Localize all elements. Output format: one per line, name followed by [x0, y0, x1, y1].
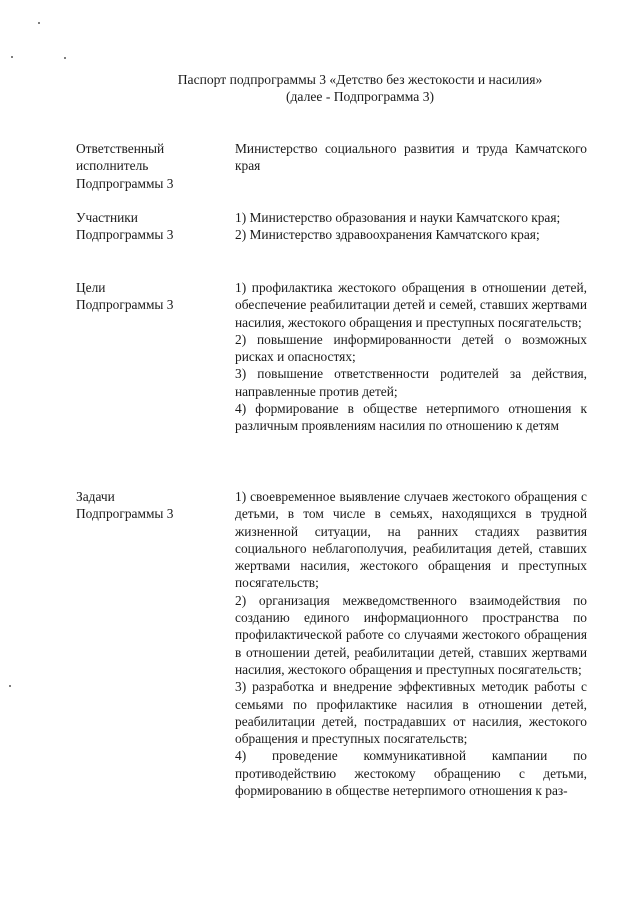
row-label — [76, 209, 226, 244]
row-content — [235, 209, 587, 244]
content-item: 2) повышение информированности детей о возможных рисках и опасностях; — [235, 331, 587, 365]
label-line: Задачи — [76, 489, 115, 504]
content-item: 1) своевременное выявление случаев жестокого обращения с детьми, в том числе в семьях, находящихся в трудной жизненной ситуации, на ранних стадиях развития социального неблагополучия, реабилитация детей, ставших жертвами насилия, жестокого обращения и преступных посягательств; — [235, 489, 587, 591]
scan-speck — [38, 22, 40, 24]
label-line: исполнитель — [76, 158, 149, 174]
content-item: 1) Министерство образования и науки Камчатского края; — [235, 210, 561, 225]
label-line: Ответственный — [76, 141, 165, 156]
label-line: Подпрограммы 3 — [76, 227, 174, 243]
title-line-1: Паспорт подпрограммы 3 «Детство без жестокости и насилия» — [177, 72, 543, 87]
row-content — [235, 488, 587, 799]
scan-speck — [9, 685, 11, 687]
row-label — [76, 140, 226, 192]
content-item: 4) формирование в обществе нетерпимого отношения к различным проявлениям насилия по отношению к детям — [235, 401, 587, 434]
row-content — [235, 279, 587, 435]
content-item: 3) разработка и внедрение эффективных методик работы с семьями по профилактике насилия в отношении детей, реабилитации детей, пострадавших от насилия, жестокого обращения и преступных посягательств; — [235, 679, 587, 747]
scan-speck — [64, 57, 66, 59]
row-label — [76, 488, 226, 523]
label-line: Подпрограммы 3 — [76, 297, 174, 313]
scan-speck — [11, 56, 13, 58]
label-line: Участники — [76, 210, 138, 225]
label-line: Цели — [76, 280, 106, 295]
label-line: Подпрограммы 3 — [76, 506, 174, 522]
content-item: 2) организация межведомственного взаимодействия по созданию единого информационного пространства по профилактической работе со случаями жестокого обращения в отношении детей, реабилитации детей, ставших жертвами насилия, жестокого обращения и преступных посягательств; — [235, 592, 587, 677]
document-title — [100, 71, 620, 105]
row-content — [235, 140, 587, 175]
content-item: 4) проведение коммуникативной кампании по противодействию жестокому обращению с детьми, формированию в обществе нетерпимого отношения к раз- — [235, 748, 587, 799]
label-line: Подпрограммы 3 — [76, 175, 174, 191]
content-item: 2) Министерство здравоохранения Камчатского края; — [235, 227, 540, 243]
content-item: Министерство социального развития и труда Камчатского края — [235, 141, 587, 174]
row-label — [76, 279, 226, 314]
content-item: 1) профилактика жестокого обращения в отношении детей, обеспечение реабилитации детей и семей, ставших жертвами насилия, жестокого обращения и преступных посягательств; — [235, 280, 587, 330]
title-line-2: (далее - Подпрограмма 3) — [285, 89, 435, 104]
content-item: 3) повышение ответственности родителей за действия, направленные против детей; — [235, 366, 587, 399]
